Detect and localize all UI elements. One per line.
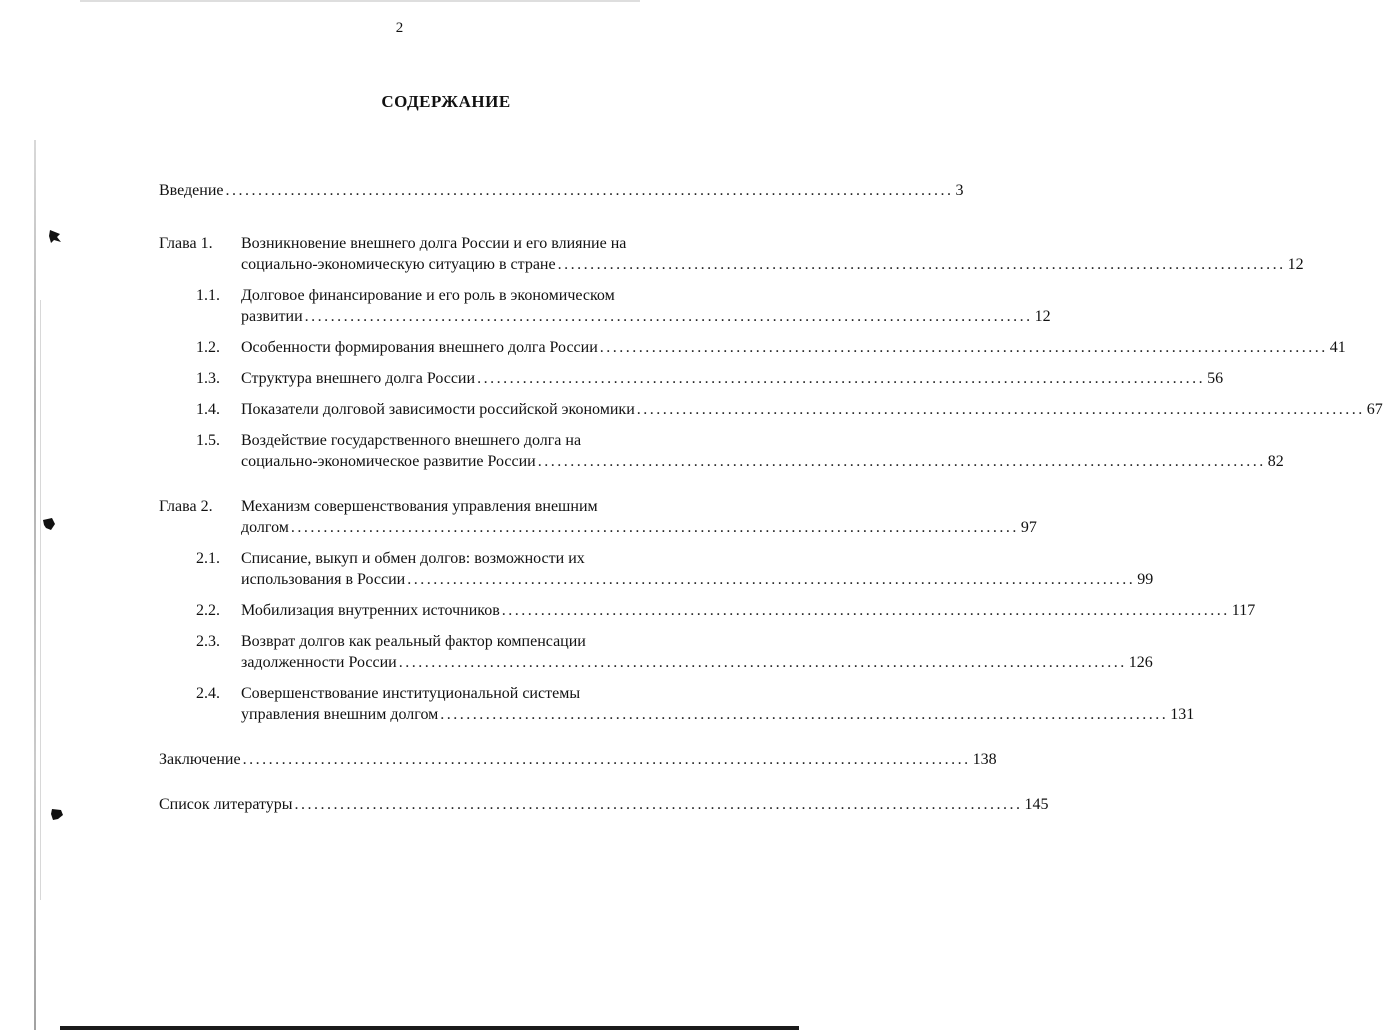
scan-top-edge (80, 0, 640, 2)
section-number: 1.3. (196, 370, 220, 387)
toc-entry-label-cont: долгом (241, 519, 289, 536)
leader-dots: ................................................................................................................ (290, 519, 1019, 536)
leader-dots: ................................................................................................................ (636, 401, 1365, 418)
toc-entry-label-cont: использования в России (241, 571, 406, 588)
toc-entry-label: Возникновение внешнего долга России и его влияние на (241, 235, 627, 252)
toc-entry-section-1-4[interactable] (159, 399, 1383, 420)
toc-entry-chapter-2[interactable] (159, 496, 1037, 538)
toc-entry-label: Особенности формирования внешнего долга России (241, 339, 598, 356)
section-number: 1.1. (196, 287, 220, 304)
toc-entry-label: Введение (159, 182, 224, 199)
toc-page-number: 67 (1366, 401, 1383, 418)
section-number: 1.2. (196, 339, 220, 356)
leader-dots: ................................................................................................................ (294, 796, 1023, 813)
toc-page-number: 99 (1137, 571, 1154, 588)
leader-dots: ................................................................................................................ (557, 256, 1286, 273)
leader-dots: ................................................................................................................ (599, 339, 1328, 356)
toc-entry-intro[interactable] (159, 180, 964, 201)
toc-page-number: 126 (1128, 654, 1153, 671)
toc-page-number: 56 (1207, 370, 1224, 387)
toc-page-number: 117 (1231, 602, 1256, 619)
toc-page-number: 138 (972, 751, 997, 768)
toc-page-number: 82 (1267, 453, 1284, 470)
scan-bottom-edge (60, 1026, 799, 1030)
toc-entry-label: Заключение (159, 751, 241, 768)
toc-entry-label: Список литературы (159, 796, 293, 813)
binder-hole-mark (50, 806, 64, 822)
toc-entry-label-cont: социально-экономическое развитие России (241, 453, 536, 470)
leader-dots: ................................................................................................................ (407, 571, 1136, 588)
leader-dots: ................................................................................................................ (225, 182, 954, 199)
binder-hole-mark (48, 228, 62, 244)
toc-page-number: 97 (1020, 519, 1037, 536)
section-number: 2.3. (196, 633, 220, 650)
toc-entry-references[interactable] (159, 794, 1049, 815)
toc-entry-label: Показатели долговой зависимости российской экономики (241, 401, 635, 418)
toc-entry-label-cont: социально-экономическую ситуацию в стране (241, 256, 556, 273)
page-number: 2 (395, 20, 404, 36)
leader-dots: ................................................................................................................ (537, 453, 1266, 470)
page-title: СОДЕРЖАНИЕ (381, 92, 511, 111)
leader-dots: ................................................................................................................ (501, 602, 1230, 619)
toc-page-number: 145 (1024, 796, 1049, 813)
toc-entry-label: Возврат долгов как реальный фактор компенсации (241, 633, 586, 650)
toc-entry-conclusion[interactable] (159, 749, 997, 770)
leader-dots: ................................................................................................................ (304, 308, 1033, 325)
toc-entry-section-1-5[interactable] (159, 430, 1284, 472)
toc-entry-section-2-3[interactable] (159, 631, 1153, 673)
section-number: 2.1. (196, 550, 220, 567)
toc-entry-label-cont: управления внешним долгом (241, 706, 439, 723)
scan-left-edge (34, 140, 36, 1030)
toc-entry-label-cont: развитии (241, 308, 303, 325)
toc-entry-label: Совершенствование институциональной системы (241, 685, 581, 702)
leader-dots: ................................................................................................................ (242, 751, 971, 768)
toc-entry-section-2-4[interactable] (159, 683, 1195, 725)
toc-page-number: 12 (1287, 256, 1304, 273)
leader-dots: ................................................................................................................ (477, 370, 1206, 387)
toc-entry-section-2-2[interactable] (159, 600, 1256, 621)
chapter-number: Глава 2. (159, 498, 213, 515)
toc-entry-label: Структура внешнего долга России (241, 370, 476, 387)
scan-left-edge-faint (40, 300, 41, 900)
leader-dots: ................................................................................................................ (440, 706, 1169, 723)
toc-entry-label: Долговое финансирование и его роль в экономическом (241, 287, 615, 304)
section-number: 1.5. (196, 432, 220, 449)
toc-entry-label-cont: задолженности России (241, 654, 397, 671)
toc-page-number: 3 (955, 182, 964, 199)
toc-entry-label: Мобилизация внутренних источников (241, 602, 500, 619)
toc-entry-label: Списание, выкуп и обмен долгов: возможности их (241, 550, 585, 567)
toc-entry-section-1-3[interactable] (159, 368, 1224, 389)
section-number: 1.4. (196, 401, 220, 418)
section-number: 2.2. (196, 602, 220, 619)
toc-page-number: 131 (1170, 706, 1195, 723)
toc-page-number: 12 (1034, 308, 1051, 325)
toc-entry-chapter-1[interactable] (159, 233, 1304, 275)
table-of-contents (159, 180, 1383, 825)
binder-hole-mark (42, 516, 56, 532)
chapter-number: Глава 1. (159, 235, 213, 252)
leader-dots: ................................................................................................................ (398, 654, 1127, 671)
toc-entry-label: Механизм совершенствования управления внешним (241, 498, 598, 515)
section-number: 2.4. (196, 685, 220, 702)
toc-entry-section-1-1[interactable] (159, 285, 1051, 327)
toc-page-number: 41 (1329, 339, 1346, 356)
toc-entry-section-1-2[interactable] (159, 337, 1346, 358)
toc-entry-label: Воздействие государственного внешнего долга на (241, 432, 582, 449)
toc-entry-section-2-1[interactable] (159, 548, 1154, 590)
